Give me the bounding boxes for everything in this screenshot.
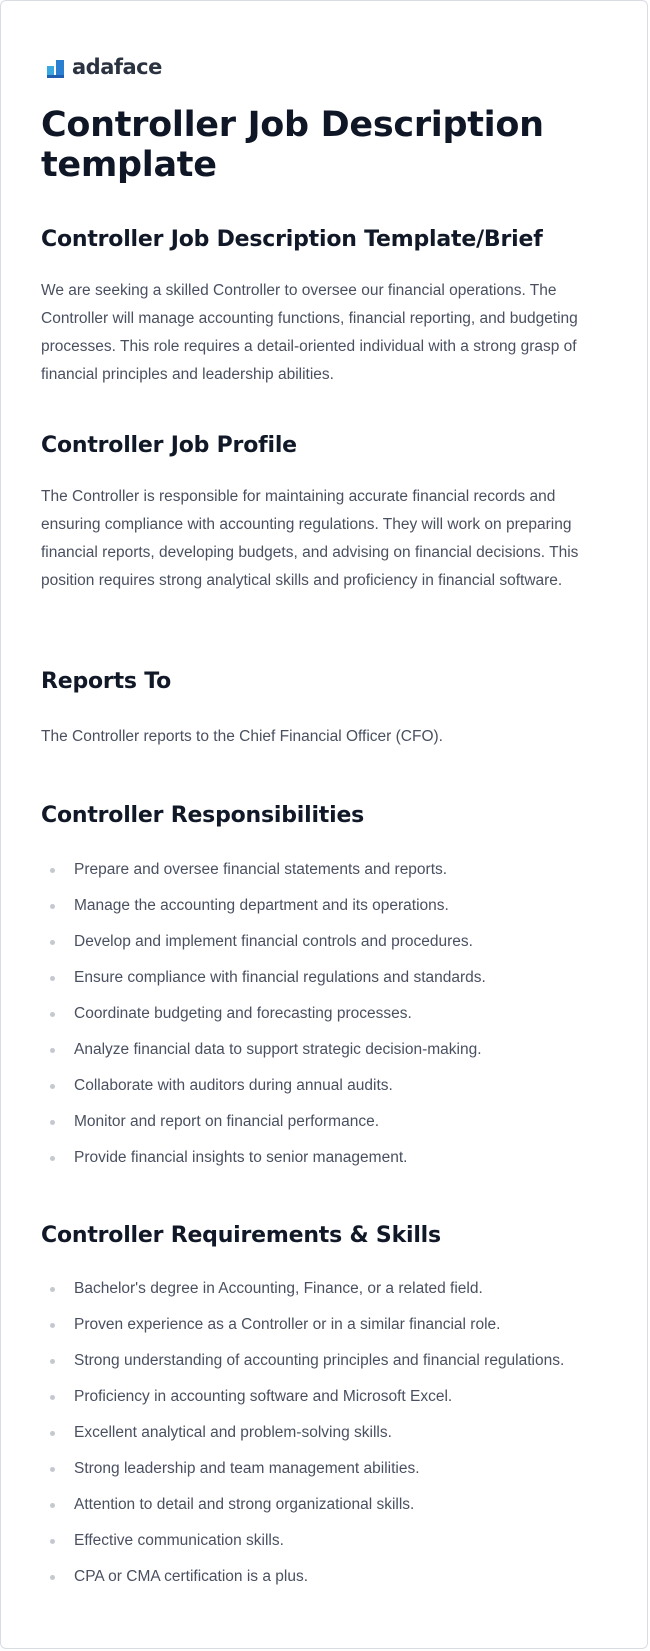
list-item: Develop and implement financial controls and procedures. xyxy=(41,931,611,967)
list-item: Excellent analytical and problem-solving skills. xyxy=(41,1422,611,1458)
profile-text: The Controller is responsible for maintaining accurate financial records and ensuring compliance with accounting regulations. They will work on preparing financial reports, developing budgets, and advising on financial decisions. This position requires strong analytical skills and proficiency in financial software. xyxy=(41,488,579,589)
brand-name: adaface xyxy=(72,55,162,79)
reports-to-text: The Controller reports to the Chief Financial Officer (CFO). xyxy=(41,728,443,745)
responsibilities-list xyxy=(41,859,611,1183)
list-item: Ensure compliance with financial regulations and standards. xyxy=(41,967,611,1003)
requirements-heading: Controller Requirements & Skills xyxy=(41,1223,441,1248)
page-title: Controller Job Description template xyxy=(41,105,544,185)
requirements-list xyxy=(41,1278,611,1602)
list-item: Attention to detail and strong organizational skills. xyxy=(41,1494,611,1530)
brand-logo[interactable] xyxy=(45,54,162,80)
list-item: Prepare and oversee financial statements and reports. xyxy=(41,859,611,895)
brief-heading: Controller Job Description Template/Brief xyxy=(41,227,543,252)
adaface-logo-icon xyxy=(45,56,67,78)
list-item: Monitor and report on financial performance. xyxy=(41,1111,611,1147)
reports-to-heading: Reports To xyxy=(41,669,172,694)
responsibilities-heading: Controller Responsibilities xyxy=(41,803,365,828)
list-item: Strong leadership and team management abilities. xyxy=(41,1458,611,1494)
list-item: Effective communication skills. xyxy=(41,1530,611,1566)
list-item: Collaborate with auditors during annual audits. xyxy=(41,1075,611,1111)
list-item: Coordinate budgeting and forecasting processes. xyxy=(41,1003,611,1039)
list-item: Strong understanding of accounting principles and financial regulations. xyxy=(41,1350,611,1386)
list-item: CPA or CMA certification is a plus. xyxy=(41,1566,611,1602)
list-item: Manage the accounting department and its operations. xyxy=(41,895,611,931)
list-item: Proven experience as a Controller or in a similar financial role. xyxy=(41,1314,611,1350)
list-item: Provide financial insights to senior management. xyxy=(41,1147,611,1183)
profile-heading: Controller Job Profile xyxy=(41,433,297,458)
brief-text: We are seeking a skilled Controller to oversee our financial operations. The Controller will manage accounting functions, financial reporting, and budgeting processes. This role requires a detail-oriented individual with a strong grasp of financial principles and leadership abilities. xyxy=(41,282,578,383)
list-item: Bachelor's degree in Accounting, Finance, or a related field. xyxy=(41,1278,611,1314)
list-item: Analyze financial data to support strategic decision-making. xyxy=(41,1039,611,1075)
list-item: Proficiency in accounting software and Microsoft Excel. xyxy=(41,1386,611,1422)
